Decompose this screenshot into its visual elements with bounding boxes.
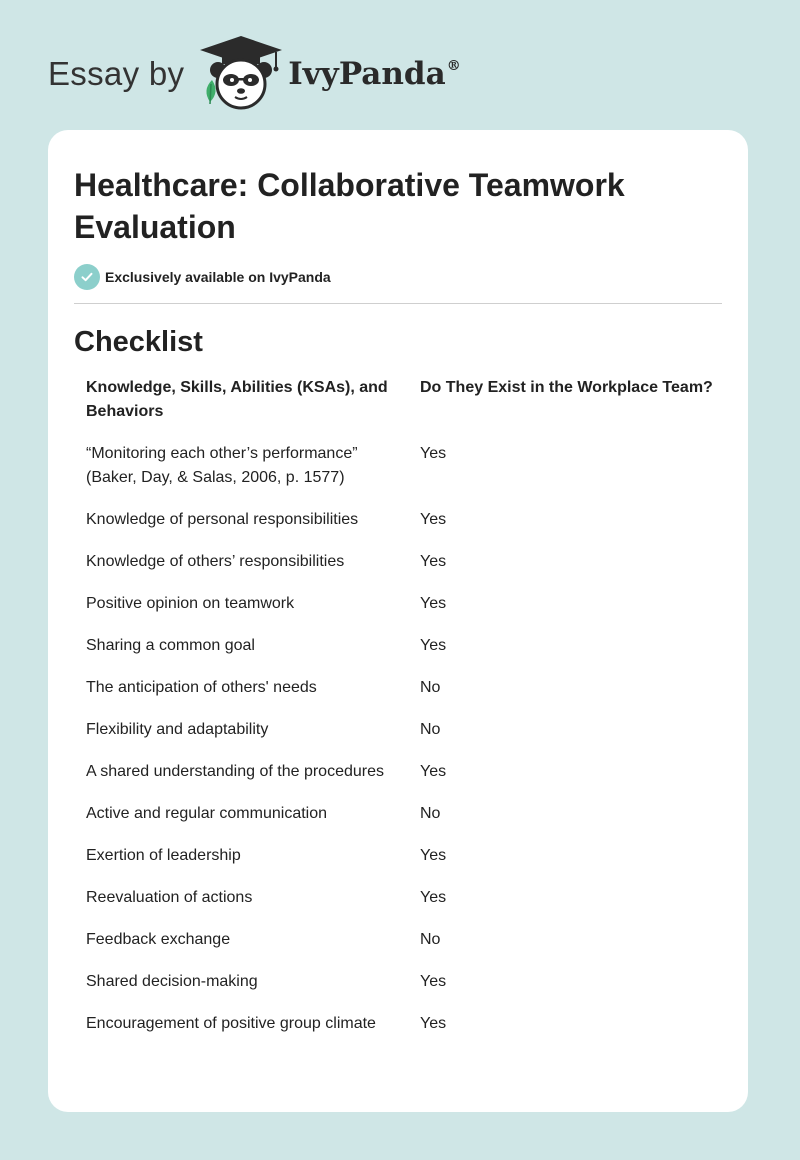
ksa-cell: The anticipation of others' needs <box>86 679 317 696</box>
site-header <box>48 34 461 114</box>
exists-cell: No <box>420 679 441 696</box>
exists-cell: Yes <box>420 973 447 990</box>
divider <box>74 303 722 304</box>
column-header-ksa: Knowledge, Skills, Abilities (KSAs), and Behaviors <box>86 379 388 420</box>
essay-card <box>48 130 748 1112</box>
checklist-table <box>76 376 716 1054</box>
ksa-cell: Exertion of leadership <box>86 847 241 864</box>
table-row <box>76 970 716 1012</box>
table-row <box>76 802 716 844</box>
exists-cell: Yes <box>420 445 447 462</box>
table-row <box>76 1012 716 1054</box>
exists-cell: Yes <box>420 1015 447 1032</box>
ksa-cell: Knowledge of others’ responsibilities <box>86 553 345 570</box>
ksa-cell: “Monitoring each other’s performance” (Baker, Day, & Salas, 2006, p. 1577) <box>86 445 358 486</box>
ksa-cell: Sharing a common goal <box>86 637 255 654</box>
exists-cell: Yes <box>420 511 447 528</box>
table-header-row <box>76 376 716 442</box>
exists-cell: No <box>420 931 441 948</box>
ksa-cell: Reevaluation of actions <box>86 889 253 906</box>
ksa-cell: Shared decision-making <box>86 973 258 990</box>
table-row <box>76 928 716 970</box>
page-title: Healthcare: Collaborative Teamwork Evaluation <box>74 167 625 245</box>
table-row <box>76 844 716 886</box>
panda-graduation-cap-icon <box>198 34 284 115</box>
ksa-cell: A shared understanding of the procedures <box>86 763 384 780</box>
exclusive-badge <box>74 264 331 290</box>
exists-cell: Yes <box>420 847 447 864</box>
check-circle-icon <box>74 264 100 290</box>
ksa-cell: Positive opinion on teamwork <box>86 595 295 612</box>
exists-cell: Yes <box>420 595 447 612</box>
table-row <box>76 760 716 802</box>
table-row <box>76 886 716 928</box>
exists-cell: Yes <box>420 763 447 780</box>
ksa-cell: Feedback exchange <box>86 931 231 948</box>
exists-cell: Yes <box>420 889 447 906</box>
brand-name: IvyPanda® <box>288 56 461 92</box>
exists-cell: Yes <box>420 553 447 570</box>
essay-by-label: Essay by <box>48 55 185 92</box>
table-row <box>76 676 716 718</box>
section-heading: Checklist <box>74 326 203 358</box>
exclusive-label: Exclusively available on IvyPanda <box>105 269 331 285</box>
ksa-cell: Active and regular communication <box>86 805 328 822</box>
exists-cell: No <box>420 805 441 822</box>
table-row <box>76 634 716 676</box>
ksa-cell: Knowledge of personal responsibilities <box>86 511 359 528</box>
table-row <box>76 592 716 634</box>
exists-cell: No <box>420 721 441 738</box>
exists-cell: Yes <box>420 637 447 654</box>
ivypanda-logo-link[interactable] <box>198 34 460 115</box>
table-row <box>76 550 716 592</box>
table-row <box>76 718 716 760</box>
ksa-cell: Flexibility and adaptability <box>86 721 269 738</box>
ksa-cell: Encouragement of positive group climate <box>86 1015 376 1032</box>
table-row <box>76 442 716 508</box>
table-row <box>76 508 716 550</box>
column-header-exists: Do They Exist in the Workplace Team? <box>420 379 713 396</box>
